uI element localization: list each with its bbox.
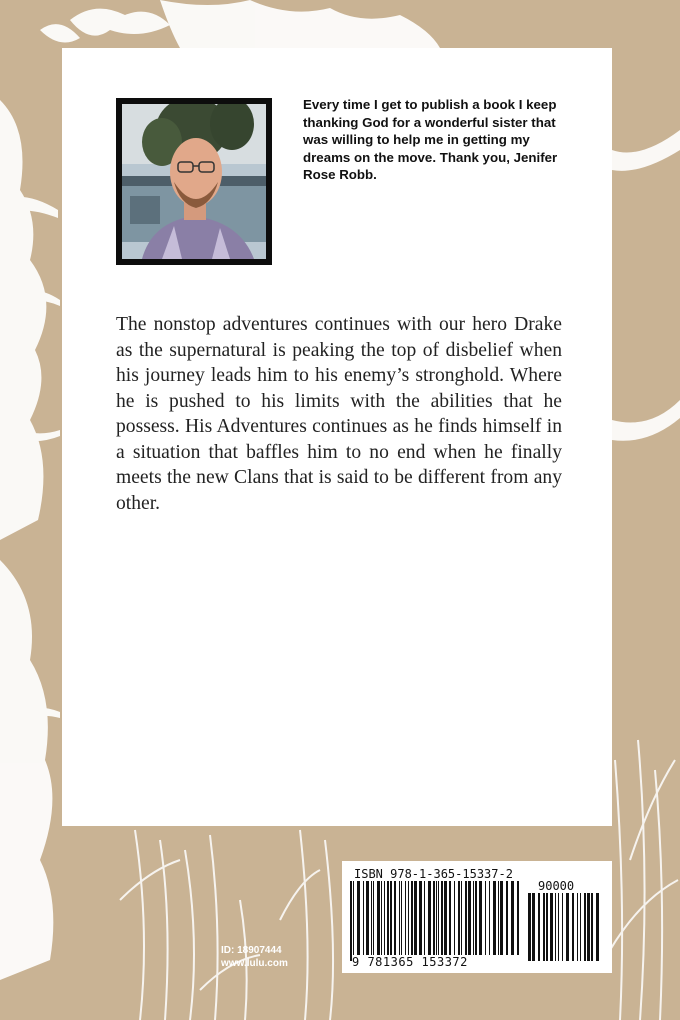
barcode-bar: [454, 881, 455, 961]
barcode-bar: [384, 881, 385, 961]
barcode-bar: [550, 893, 553, 961]
barcode-bar: [473, 881, 474, 961]
isbn-label: ISBN 978-1-365-15337-2: [354, 867, 513, 881]
barcode-bar: [371, 881, 372, 961]
barcode-bar: [390, 881, 392, 961]
barcode-bar: [485, 881, 486, 961]
barcode-bar: [399, 881, 400, 961]
barcode-bar: [546, 893, 548, 961]
barcode-bar: [414, 881, 417, 961]
barcode-bar: [436, 881, 437, 961]
barcode-bar: [506, 881, 508, 961]
barcode-bar: [562, 893, 563, 961]
barcode-bar: [419, 881, 422, 961]
barcode-bar: [381, 881, 382, 961]
barcode-bar: [555, 893, 556, 961]
barcode-bar: [584, 893, 586, 961]
barcode-bar: [538, 893, 540, 961]
barcode-bar: [357, 881, 360, 961]
price-code: 90000: [538, 879, 575, 893]
barcode-bar: [517, 881, 519, 961]
barcode-bar: [458, 881, 460, 961]
author-photo: [116, 98, 272, 265]
barcode-bar: [405, 881, 406, 961]
book-description: The nonstop adventures continues with our hero Drake as the supernatural is peaking the top of disbelief when his journey leads him to his enemy’s stronghold. Where he is pushed to his limits with the abilities that he possess. His Adventures continues as he finds himself in a situation that baffles him to no end when he finally meets the new Clans that is said to be different from any other.: [116, 314, 562, 514]
barcode-bar: [500, 881, 503, 961]
barcode-bar: [377, 881, 380, 961]
barcode-bar: [543, 893, 545, 961]
barcode-bar: [479, 881, 482, 961]
isbn-barcode-block: [342, 861, 612, 973]
barcode-bar: [580, 893, 581, 961]
ean-barcode: [350, 881, 520, 961]
barcode-bar: [366, 881, 369, 961]
barcode-bar: [438, 881, 439, 961]
author-portrait-image: [122, 104, 266, 259]
barcode-bar: [350, 881, 352, 961]
barcode-bar: [353, 881, 354, 961]
barcode-bar: [444, 881, 447, 961]
barcode-bar: [461, 881, 462, 961]
barcode-bar: [591, 893, 593, 961]
barcode-bar: [373, 881, 374, 961]
barcode-bar: [532, 893, 535, 961]
barcode-bar: [401, 881, 402, 961]
ean-digits: 9 781365 153372: [352, 955, 522, 969]
barcode-bar: [511, 881, 514, 961]
barcode-bar: [493, 881, 496, 961]
barcode-bar: [441, 881, 443, 961]
barcode-bar: [411, 881, 413, 961]
barcode-bar: [577, 893, 578, 961]
barcode-bar: [465, 881, 467, 961]
publisher-url: www.lulu.com: [221, 958, 288, 969]
barcode-bar: [489, 881, 490, 961]
barcode-bar: [449, 881, 451, 961]
author-dedication: Every time I get to publish a book I keep thanking God for a wonderful sister that was willing to help me in getting my dreams on the move. Thank you, Jenifer Rose Robb.: [303, 97, 558, 182]
barcode-bar: [475, 881, 477, 961]
barcode-bar: [433, 881, 435, 961]
barcode-bar: [428, 881, 431, 961]
barcode-bar: [596, 893, 599, 961]
barcode-bar: [572, 893, 574, 961]
barcode-bar: [387, 881, 389, 961]
barcode-bar: [498, 881, 499, 961]
barcode-bar: [468, 881, 471, 961]
barcode-bar: [587, 893, 590, 961]
publisher-id: ID: 18907444: [221, 945, 282, 956]
barcode-bar: [424, 881, 425, 961]
barcode-bar: [566, 893, 569, 961]
barcode-bar: [363, 881, 364, 961]
barcode-bar: [408, 881, 409, 961]
price-addon-barcode: [528, 893, 600, 961]
barcode-bar: [558, 893, 559, 961]
barcode-bar: [394, 881, 396, 961]
barcode-bar: [528, 893, 531, 961]
